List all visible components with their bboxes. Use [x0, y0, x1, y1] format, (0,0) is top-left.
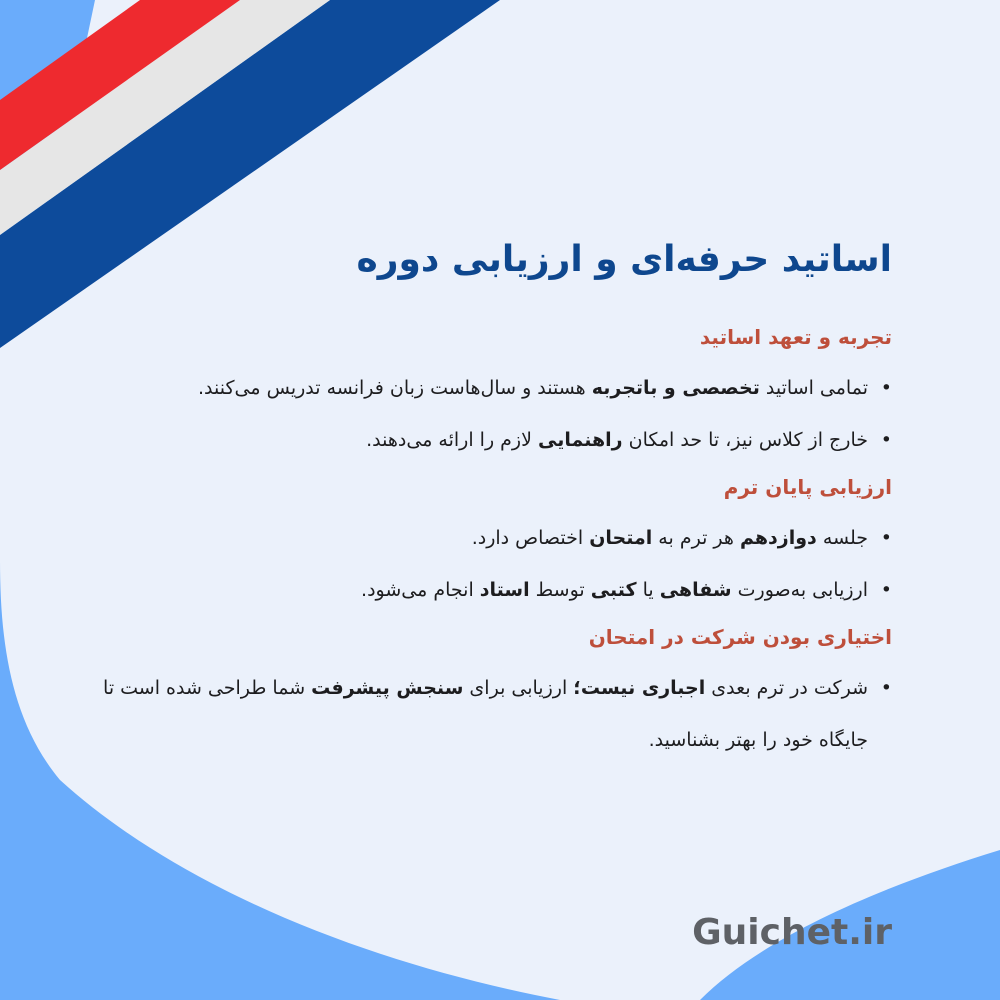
emphasis-text: استاد: [479, 579, 530, 601]
body-text: ارزیابی به‌صورت: [731, 579, 868, 601]
sections-container: [92, 318, 892, 766]
body-text: شما طراحی شده است تا جایگاه خود را بهتر بشناسید.: [103, 677, 868, 751]
emphasis-text: کتبی: [590, 579, 637, 601]
bullet-dot-icon: •: [880, 527, 892, 549]
body-text: لازم را ارائه می‌دهند.: [366, 429, 538, 451]
list-item: [92, 662, 892, 766]
list-item: [92, 512, 892, 564]
body-text: شرکت در ترم بعدی: [705, 677, 868, 699]
bullet-dot-icon: •: [880, 677, 892, 699]
emphasis-text: سنجش پیشرفت: [311, 677, 464, 699]
body-text: توسط: [529, 579, 591, 601]
bullet-dot-icon: •: [880, 429, 892, 451]
emphasis-text: امتحان: [589, 527, 653, 549]
brand-logo-text: Guichet.ir: [692, 912, 892, 953]
body-text: ارزیابی برای: [463, 677, 574, 699]
page-title: اساتید حرفه‌ای و ارزیابی دوره: [356, 239, 892, 280]
bullet-dot-icon: •: [880, 579, 892, 601]
list-item: [92, 414, 892, 466]
section-heading: ارزیابی پایان ترم: [723, 475, 892, 499]
body-text: هستند و سال‌هاست زبان فرانسه تدریس می‌کنند.: [198, 377, 592, 399]
emphasis-text: اجباری نیست؛: [573, 677, 706, 699]
emphasis-text: شفاهی: [659, 579, 732, 601]
bullet-list: [92, 362, 892, 466]
bullet-list: [92, 662, 892, 766]
emphasis-text: راهنمایی: [537, 429, 623, 451]
emphasis-text: دوازدهم: [739, 527, 817, 549]
list-item: [92, 564, 892, 616]
body-text: هر ترم به: [652, 527, 740, 549]
section-heading: تجربه و تعهد اساتید: [699, 325, 892, 349]
bullet-dot-icon: •: [880, 377, 892, 399]
emphasis-text: تخصصی و باتجربه: [591, 377, 760, 399]
content-area: [92, 228, 892, 768]
body-text: انجام می‌شود.: [361, 579, 480, 601]
body-text: خارج از کلاس نیز، تا حد امکان: [622, 429, 868, 451]
bullet-list: [92, 512, 892, 616]
body-text: تمامی اساتید: [759, 377, 868, 399]
body-text: جلسه: [816, 527, 868, 549]
body-text: اختصاص دارد.: [471, 527, 590, 549]
body-text: یا: [636, 579, 660, 601]
list-item: [92, 362, 892, 414]
section-heading: اختیاری بودن شرکت در امتحان: [588, 625, 892, 649]
